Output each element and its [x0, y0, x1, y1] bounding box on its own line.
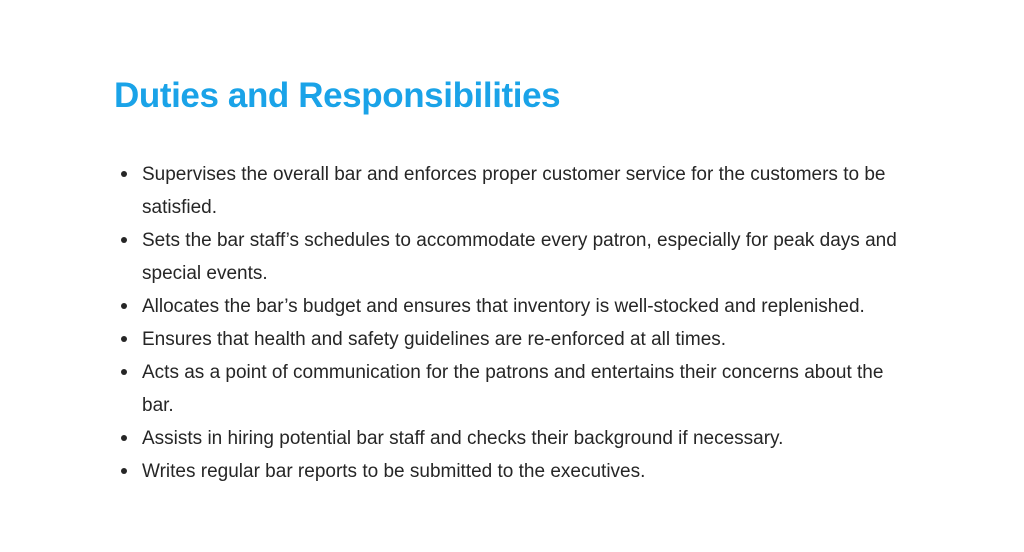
bullet-icon	[121, 369, 127, 375]
list-item	[118, 224, 918, 290]
list-item	[118, 455, 918, 488]
bullet-icon	[121, 336, 127, 342]
duty-text: Allocates the bar’s budget and ensures that inventory is well-stocked and replenished.	[142, 296, 865, 317]
bullet-icon	[121, 435, 127, 441]
duty-text: Acts as a point of communication for the patrons and entertains their concerns about the bar.	[142, 362, 884, 416]
duty-text: Supervises the overall bar and enforces proper customer service for the customers to be satisfied.	[142, 164, 886, 218]
section-heading: Duties and Responsibilities	[114, 76, 561, 115]
list-item	[118, 422, 918, 455]
duty-text: Sets the bar staff’s schedules to accommodate every patron, especially for peak days and special events.	[142, 230, 897, 284]
list-item	[118, 290, 918, 323]
list-item	[118, 356, 918, 422]
list-item	[118, 158, 918, 224]
duty-text: Writes regular bar reports to be submitted to the executives.	[142, 461, 646, 482]
bullet-icon	[121, 468, 127, 474]
duties-list	[118, 158, 918, 488]
bullet-icon	[121, 237, 127, 243]
bullet-icon	[121, 171, 127, 177]
duty-text: Assists in hiring potential bar staff and checks their background if necessary.	[142, 428, 784, 449]
bullet-icon	[121, 303, 127, 309]
list-item	[118, 323, 918, 356]
duty-text: Ensures that health and safety guidelines are re-enforced at all times.	[142, 329, 727, 350]
